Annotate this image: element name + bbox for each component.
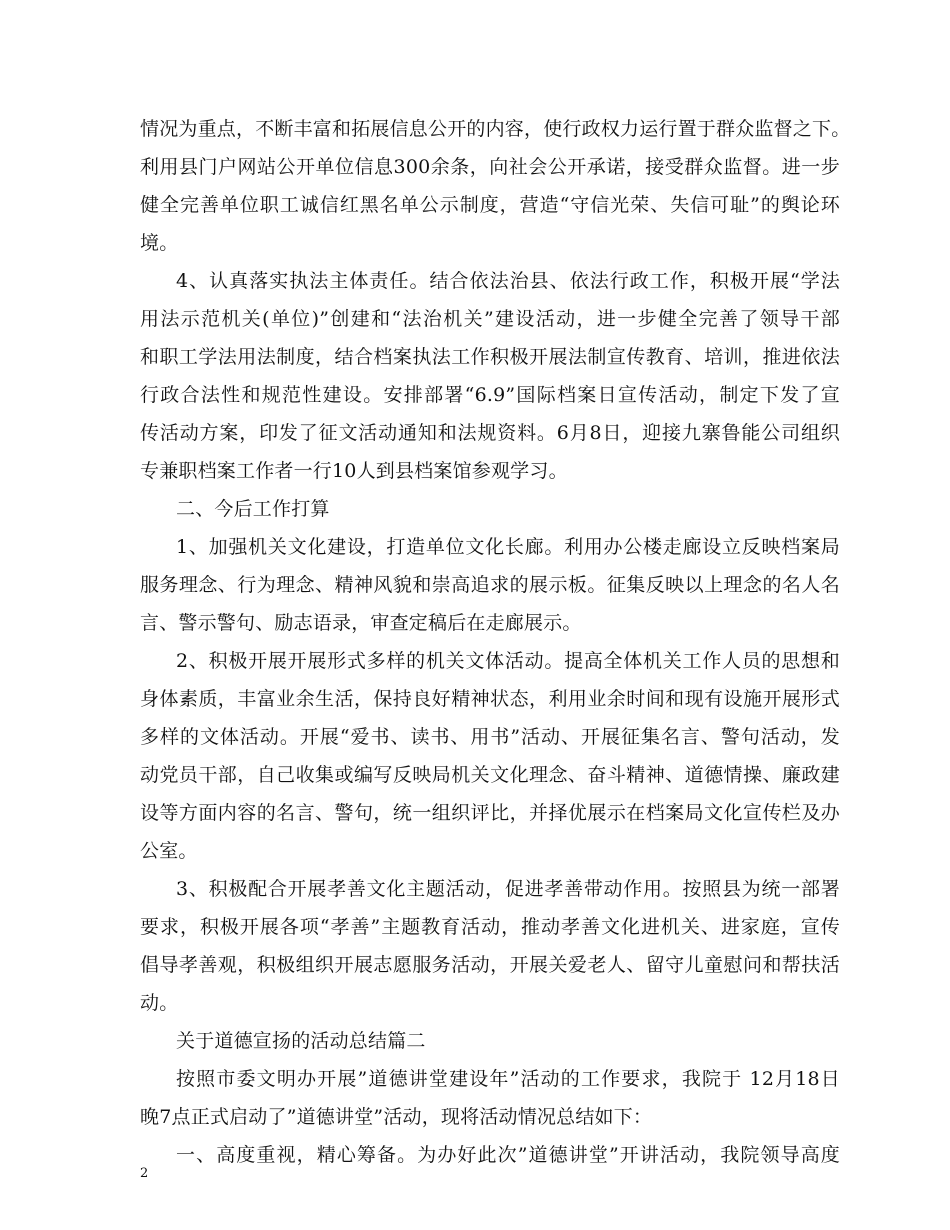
- text-line: 4、认真落实执法主体责任。结合依法治县、依法行政工作，积极开展“学法: [176, 270, 840, 292]
- text-line: 利用县门户网站公开单位信息300余条，向社会公开承诺，接受群众监督。进一步: [140, 156, 840, 178]
- text-line: 一、高度重视，精心筹备。为办好此次”道德讲堂”开讲活动，我院领导高度: [176, 1144, 840, 1166]
- text-line: 3、积极配合开展孝善文化主题活动，促进孝善带动作用。按照县为统一部署: [176, 878, 840, 900]
- text-line: 传活动方案，印发了征文活动通知和法规资料。6月8日，迎接九寨鲁能公司组织: [140, 422, 840, 444]
- text-line: 公室。: [140, 840, 198, 862]
- text-line: 晚7点正式启动了”道德讲堂”活动，现将活动情况总结如下：: [140, 1106, 653, 1128]
- text-line: 言、警示警句、励志语录，审查定稿后在走廊展示。: [140, 612, 582, 634]
- text-line: 倡导孝善观，积极组织开展志愿服务活动，开展关爱老人、留守儿童慰问和帮扶活: [140, 954, 840, 976]
- text-line: 1、加强机关文化建设，打造单位文化长廊。利用办公楼走廊设立反映档案局: [176, 536, 840, 558]
- text-line: 要求，积极开展各项“孝善”主题教育活动，推动孝善文化进机关、进家庭，宣传: [140, 916, 840, 938]
- text-line: 用法示范机关(单位)”创建和“法治机关”建设活动，进一步健全完善了领导干部: [140, 308, 840, 330]
- text-line: 行政合法性和规范性建设。安排部署“6.9”国际档案日宣传活动，制定下发了宣: [140, 384, 840, 406]
- text-line: 境。: [140, 232, 179, 254]
- text-line: 服务理念、行为理念、精神风貌和崇高追求的展示板。征集反映以上理念的名人名: [140, 574, 840, 596]
- text-line: 身体素质，丰富业余生活，保持良好精神状态，利用业余时间和现有设施开展形式: [140, 688, 840, 710]
- text-line: 和职工学法用法制度，结合档案执法工作积极开展法制宣传教育、培训，推进依法: [140, 346, 840, 368]
- text-line: 专兼职档案工作者一行10人到县档案馆参观学习。: [140, 460, 568, 482]
- page-number: 2: [140, 1166, 149, 1181]
- text-line: 按照市委文明办开展”道德讲堂建设年”活动的工作要求，我院于 12月18日: [176, 1068, 840, 1090]
- text-line: 动。: [140, 992, 179, 1014]
- section-heading: 二、今后工作打算: [176, 498, 330, 520]
- article-title: 关于道德宣扬的活动总结篇二: [176, 1030, 426, 1052]
- text-line: 设等方面内容的名言、警句，统一组织评比，并择优展示在档案局文化宣传栏及办: [140, 802, 840, 824]
- text-line: 2、积极开展开展形式多样的机关文体活动。提高全体机关工作人员的思想和: [176, 650, 840, 672]
- text-line: 情况为重点，不断丰富和拓展信息公开的内容，使行政权力运行置于群众监督之下。: [140, 118, 851, 140]
- text-line: 动党员干部，自己收集或编写反映局机关文化理念、奋斗精神、道德情操、廉政建: [140, 764, 840, 786]
- text-line: 多样的文体活动。开展“爱书、读书、用书”活动、开展征集名言、警句活动，发: [140, 726, 840, 748]
- text-line: 健全完善单位职工诚信红黑名单公示制度，营造“守信光荣、失信可耻”的舆论环: [140, 194, 840, 216]
